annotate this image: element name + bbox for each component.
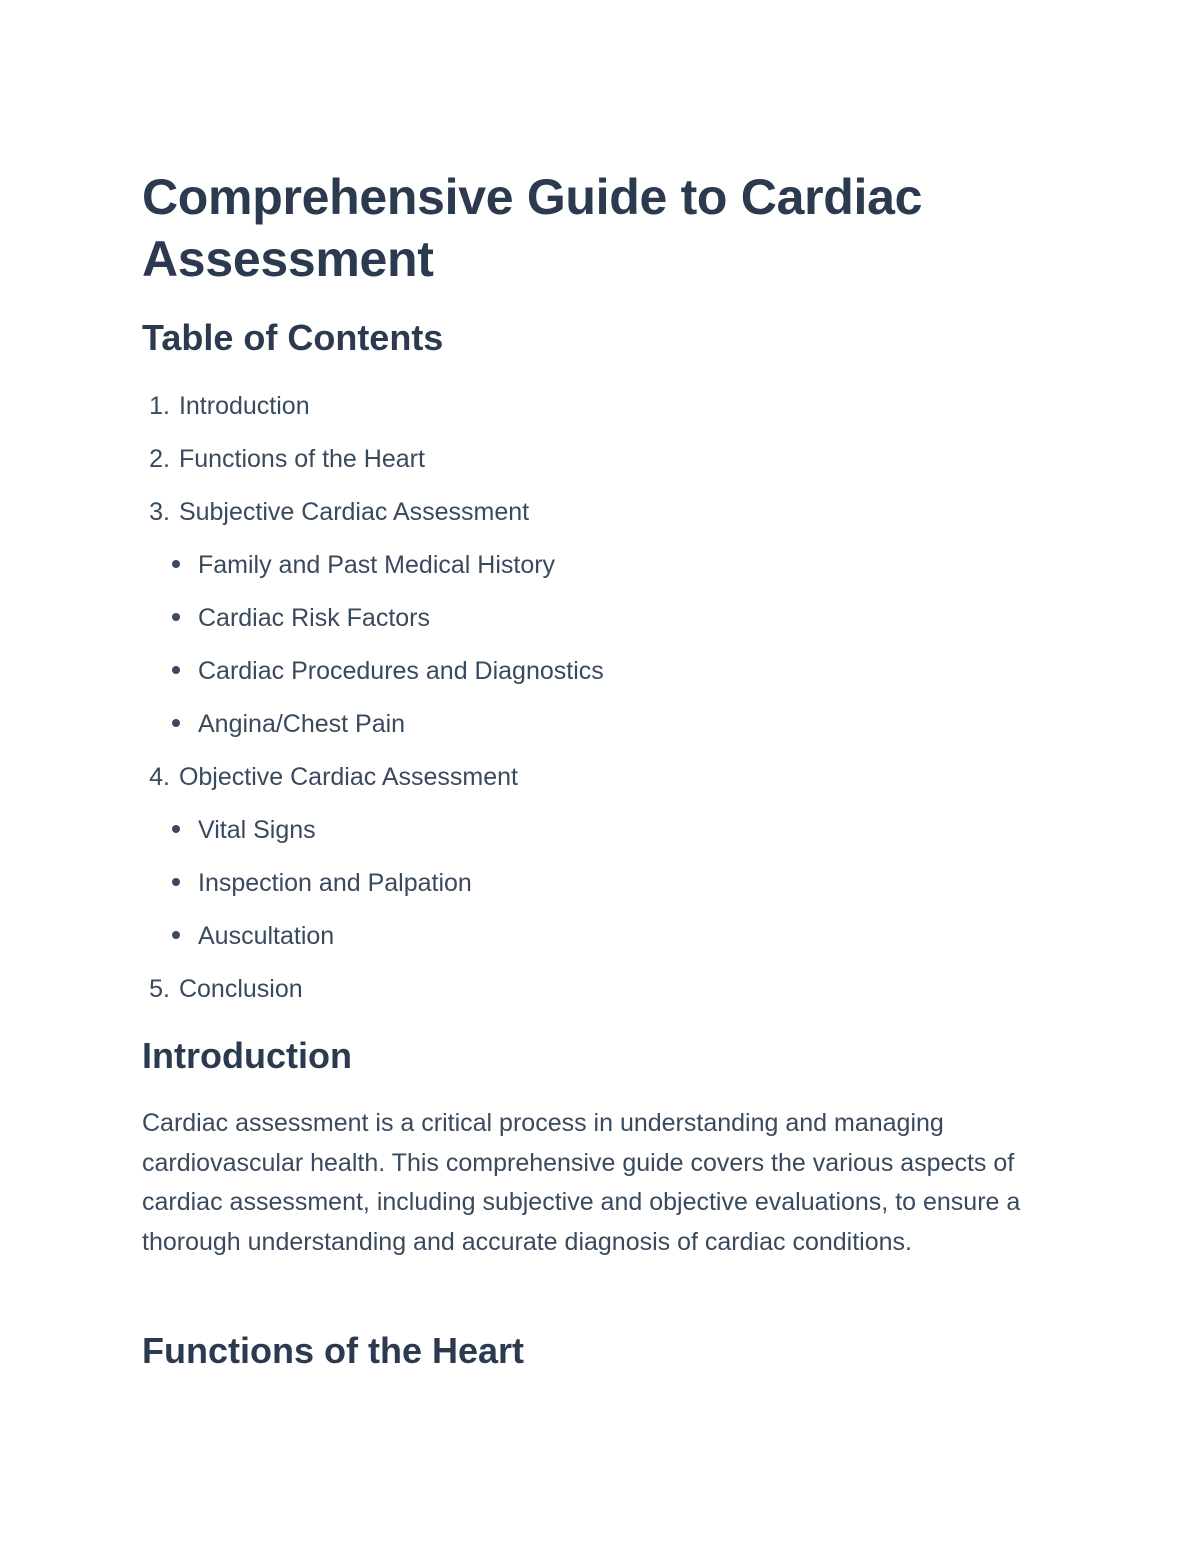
toc-subitem-label: Cardiac Risk Factors bbox=[198, 604, 430, 632]
introduction-paragraph: Cardiac assessment is a critical process in understanding and managing cardiovascular health. This comprehensive guide covers the various aspects of cardiac assessment, including subjective and objective evaluations, to ensure a thorough understanding and accurate diagnosis of cardiac conditions. bbox=[142, 1109, 1021, 1256]
toc-subitem-label: Auscultation bbox=[198, 922, 335, 950]
toc-item-functions-of-the-heart[interactable] bbox=[142, 439, 604, 492]
bullet-icon bbox=[172, 666, 180, 674]
bullet-icon bbox=[172, 825, 180, 833]
toc-subitem-label: Vital Signs bbox=[198, 816, 316, 844]
table-of-contents bbox=[142, 386, 604, 1022]
toc-item-label: Functions of the Heart bbox=[178, 445, 425, 473]
toc-item-introduction[interactable] bbox=[142, 386, 604, 439]
toc-subitem-family-history[interactable] bbox=[142, 545, 604, 598]
toc-subitem-vital-signs[interactable] bbox=[142, 810, 604, 863]
toc-subitem-label: Inspection and Palpation bbox=[198, 869, 472, 897]
toc-item-number: 5. bbox=[149, 975, 170, 1003]
toc-item-conclusion[interactable] bbox=[142, 969, 604, 1022]
toc-item-label: Subjective Cardiac Assessment bbox=[178, 498, 530, 526]
toc-item-subjective-assessment[interactable] bbox=[142, 492, 604, 545]
functions-heading: Functions of the Heart bbox=[142, 1330, 525, 1371]
toc-heading: Table of Contents bbox=[142, 317, 444, 358]
toc-subitem-inspection-palpation[interactable] bbox=[142, 863, 604, 916]
toc-subitem-label: Cardiac Procedures and Diagnostics bbox=[198, 657, 604, 685]
toc-item-number: 2. bbox=[149, 445, 170, 473]
toc-subitem-procedures-diagnostics[interactable] bbox=[142, 651, 604, 704]
toc-item-number: 4. bbox=[149, 763, 170, 791]
bullet-icon bbox=[172, 613, 180, 621]
toc-item-label: Conclusion bbox=[178, 975, 303, 1003]
bullet-icon bbox=[172, 931, 180, 939]
document-title: Comprehensive Guide to Cardiac Assessment bbox=[142, 169, 923, 287]
toc-item-number: 3. bbox=[149, 498, 170, 526]
toc-item-number: 1. bbox=[149, 392, 170, 420]
toc-subitem-label: Angina/Chest Pain bbox=[198, 710, 406, 738]
toc-subitem-label: Family and Past Medical History bbox=[198, 551, 556, 579]
bullet-icon bbox=[172, 719, 180, 727]
toc-subitem-risk-factors[interactable] bbox=[142, 598, 604, 651]
toc-subitem-auscultation[interactable] bbox=[142, 916, 604, 969]
introduction-heading: Introduction bbox=[142, 1035, 352, 1076]
bullet-icon bbox=[172, 878, 180, 886]
toc-item-objective-assessment[interactable] bbox=[142, 757, 604, 810]
bullet-icon bbox=[172, 560, 180, 568]
toc-item-label: Introduction bbox=[178, 392, 310, 420]
toc-item-label: Objective Cardiac Assessment bbox=[178, 763, 518, 791]
toc-subitem-angina[interactable] bbox=[142, 704, 604, 757]
